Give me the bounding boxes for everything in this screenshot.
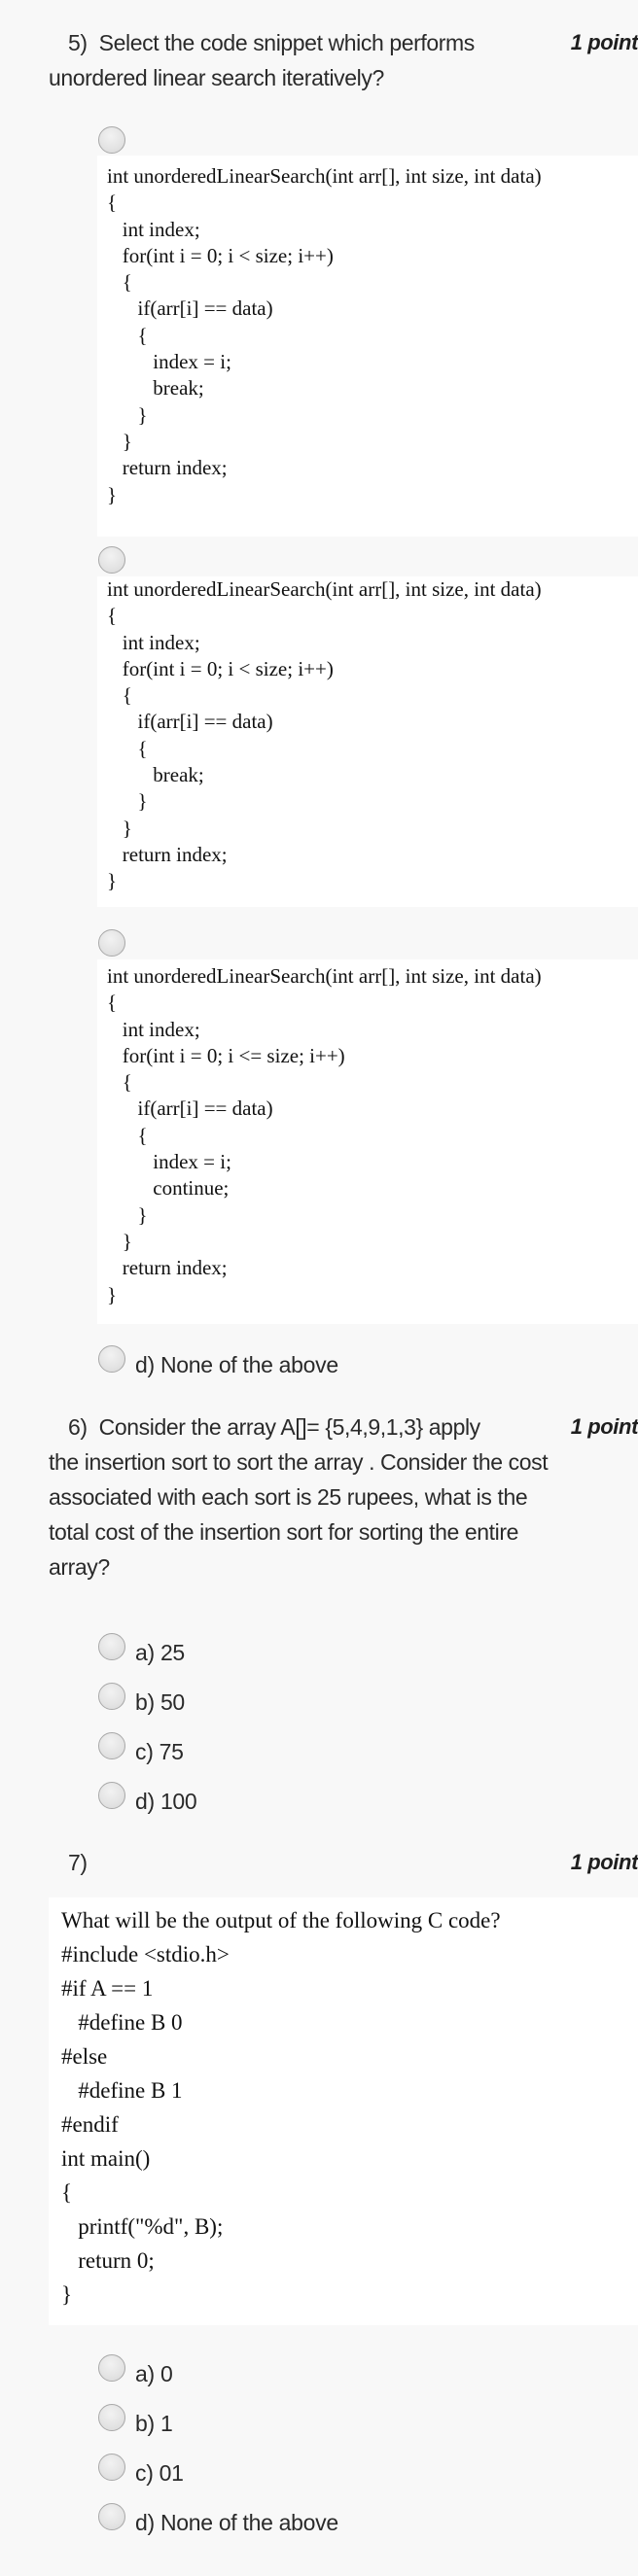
code-line: What will be the output of the following C code? bbox=[61, 1908, 501, 1932]
question-text-cont: unordered linear search iteratively? bbox=[49, 65, 384, 90]
code-line: int index; bbox=[107, 630, 200, 654]
option-d-radio[interactable] bbox=[98, 1782, 125, 1809]
option-b-label: b) 1 bbox=[135, 2411, 173, 2436]
option-b-code-image[interactable] bbox=[97, 576, 638, 907]
question-number: 5) bbox=[68, 30, 88, 55]
code-line: } bbox=[107, 789, 148, 814]
code-line: if(arr[i] == data) bbox=[107, 710, 273, 734]
option-c-radio[interactable] bbox=[98, 2454, 125, 2481]
code-line: for(int i = 0; i <= size; i++) bbox=[107, 1043, 345, 1067]
code-line: #include <stdio.h> bbox=[61, 1942, 230, 1967]
question-text-cont: associated with each sort is 25 rupees, what is the bbox=[49, 1484, 528, 1510]
code-line: for(int i = 0; i < size; i++) bbox=[107, 243, 334, 267]
points-label: 1 point bbox=[570, 1414, 638, 1439]
option-b-radio[interactable] bbox=[98, 1683, 125, 1710]
option-d-radio[interactable] bbox=[98, 2503, 125, 2530]
option-c-label: c) 01 bbox=[135, 2460, 184, 2486]
code-line: continue; bbox=[107, 1176, 230, 1201]
code-line: break; bbox=[107, 763, 204, 787]
option-d-label: d) 100 bbox=[135, 1789, 197, 1814]
code-line: return 0; bbox=[61, 2248, 155, 2273]
question-number: 7) bbox=[68, 1850, 88, 1875]
option-a-code-image[interactable] bbox=[97, 156, 638, 537]
code-line: return index; bbox=[107, 842, 228, 866]
question-5-header bbox=[49, 25, 638, 95]
option-c-radio[interactable] bbox=[98, 929, 125, 957]
option-b-label: b) 50 bbox=[135, 1689, 185, 1715]
question-7-header bbox=[49, 1845, 638, 1880]
code-line: printf("%d", B); bbox=[61, 2214, 224, 2239]
code-line: { bbox=[107, 270, 132, 295]
code-line: { bbox=[107, 1070, 132, 1095]
code-line: } bbox=[107, 402, 148, 427]
option-a-label: a) 25 bbox=[135, 1640, 185, 1665]
option-d-label: d) None of the above bbox=[135, 1352, 338, 1377]
code-line: int unorderedLinearSearch(int arr[], int size, int data) bbox=[107, 577, 542, 601]
question-number: 6) bbox=[68, 1414, 88, 1440]
question-7-code-image bbox=[49, 1897, 638, 2325]
option-b-radio[interactable] bbox=[98, 2404, 125, 2431]
code-line: return index; bbox=[107, 456, 228, 480]
question-text: Consider the array A[]= {5,4,9,1,3} apply bbox=[98, 1414, 480, 1440]
code-line: int index; bbox=[107, 1017, 200, 1041]
option-b-radio[interactable] bbox=[98, 546, 125, 574]
question-text-cont: total cost of the insertion sort for sorting the entire bbox=[49, 1519, 518, 1545]
code-line: if(arr[i] == data) bbox=[107, 1097, 273, 1121]
code-line: #endif bbox=[61, 2112, 119, 2137]
code-line: int unorderedLinearSearch(int arr[], int size, int data) bbox=[107, 164, 542, 188]
option-c-code-image[interactable] bbox=[97, 959, 638, 1324]
question-text: Select the code snippet which performs bbox=[98, 30, 475, 55]
code-line: int index; bbox=[107, 217, 200, 241]
code-line: { bbox=[107, 323, 148, 347]
option-c-radio[interactable] bbox=[98, 1732, 125, 1759]
option-a-radio[interactable] bbox=[98, 126, 125, 154]
points-label: 1 point bbox=[570, 30, 638, 54]
code-line: int main() bbox=[61, 2146, 151, 2171]
question-text-cont: array? bbox=[49, 1554, 110, 1580]
code-line: { bbox=[107, 736, 148, 760]
code-line: break; bbox=[107, 376, 204, 400]
code-line: if(arr[i] == data) bbox=[107, 296, 273, 321]
code-line: { bbox=[107, 991, 118, 1015]
code-line: #define B 1 bbox=[61, 2078, 183, 2103]
code-line: } bbox=[107, 429, 132, 453]
question-6-header bbox=[49, 1410, 638, 1584]
code-line: for(int i = 0; i < size; i++) bbox=[107, 656, 334, 680]
code-line: index = i; bbox=[107, 350, 231, 374]
code-line: } bbox=[107, 816, 132, 840]
code-line: } bbox=[61, 2282, 73, 2307]
code-line: { bbox=[107, 1123, 148, 1147]
code-line: } bbox=[107, 1202, 148, 1227]
option-a-radio[interactable] bbox=[98, 1633, 125, 1660]
code-line: #else bbox=[61, 2044, 108, 2069]
code-line: { bbox=[61, 2180, 73, 2205]
code-line: } bbox=[107, 482, 118, 506]
code-line: { bbox=[107, 604, 118, 628]
code-line: } bbox=[107, 1282, 118, 1306]
points-label: 1 point bbox=[570, 1850, 638, 1874]
code-line: index = i; bbox=[107, 1150, 231, 1174]
code-line: #define B 0 bbox=[61, 2010, 183, 2035]
code-line: return index; bbox=[107, 1256, 228, 1280]
code-line: } bbox=[107, 1229, 132, 1253]
option-d-radio[interactable] bbox=[98, 1345, 125, 1373]
option-a-label: a) 0 bbox=[135, 2361, 173, 2386]
option-d-label: d) None of the above bbox=[135, 2510, 338, 2535]
option-c-label: c) 75 bbox=[135, 1739, 184, 1764]
code-line: } bbox=[107, 869, 118, 893]
code-line: { bbox=[107, 683, 132, 708]
code-line: { bbox=[107, 191, 118, 215]
option-a-radio[interactable] bbox=[98, 2354, 125, 2382]
code-line: #if A == 1 bbox=[61, 1976, 154, 2001]
question-text-cont: the insertion sort to sort the array . Consider the cost bbox=[49, 1449, 549, 1475]
code-line: int unorderedLinearSearch(int arr[], int size, int data) bbox=[107, 964, 542, 988]
